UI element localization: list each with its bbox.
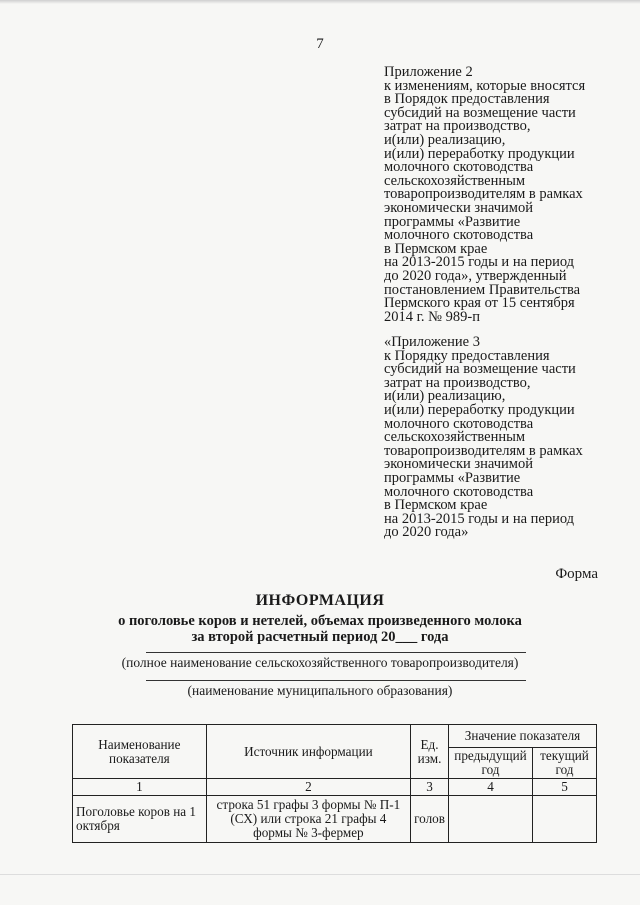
row-previous-year-value[interactable] — [449, 796, 533, 843]
row-indicator-name: Поголовье коров на 1 октября — [73, 796, 207, 843]
document-title: ИНФОРМАЦИЯ — [255, 592, 385, 609]
producer-caption: (полное наименование сельскохозяйственного товаропроизводителя) — [121, 655, 519, 670]
column-number: 1 — [73, 779, 207, 796]
annex-3-header: «Приложение 3 к Порядку предоставления субсидий на возмещение части затрат на производство, и(или) реализацию, и(или) переработку продукции молочного скотоводства сельскохозяйственным товаропроизводителям в рамках экономически значимой программы «Развитие молочного скотоводства в Пермском крае на 2013-2015 годы и на период до 2020 года» — [384, 334, 583, 541]
municipality-name-line — [146, 680, 526, 681]
scan-edge-top — [0, 0, 640, 4]
header-indicator-value: Значение показателя — [449, 725, 597, 748]
column-number: 4 — [449, 779, 533, 796]
page-number: 7 — [316, 36, 324, 52]
table-column-numbers-row — [73, 779, 597, 796]
producer-name-line — [146, 652, 526, 653]
row-current-year-value[interactable] — [533, 796, 597, 843]
table-row — [73, 796, 597, 843]
header-current-year: текущий год — [533, 748, 597, 779]
column-number: 5 — [533, 779, 597, 796]
column-number: 2 — [206, 779, 410, 796]
scan-edge-bottom — [0, 874, 640, 875]
header-info-source: Источник информации — [206, 725, 410, 779]
table-header-row — [73, 725, 597, 748]
info-table — [72, 724, 597, 843]
header-previous-year: предыдущий год — [449, 748, 533, 779]
row-unit: голов — [411, 796, 449, 843]
document-subtitle: о поголовье коров и нетелей, объемах произведенного молока за второй расчетный период 20___ года — [118, 613, 522, 645]
row-info-source: строка 51 графы 3 формы № П-1 (СХ) или строка 21 графы 4 формы № 3-фермер — [206, 796, 410, 843]
form-label: Форма — [555, 566, 598, 582]
municipality-caption: (наименование муниципального образования) — [187, 683, 453, 698]
annex-2-header: Приложение 2 к изменениям, которые вносятся в Порядок предоставления субсидий на возмещение части затрат на производство, и(или) реализацию, и(или) переработку продукции молочного скотоводства сельскохозяйственным товаропроизводителям в рамках экономически значимой программы «Развитие молочного скотоводства в Пермском крае на 2013-2015 годы и на период до 2020 года», утвержденный постановлением Правительства Пермского края от 15 сентября 2014 г. № 989-п — [384, 64, 586, 325]
column-number: 3 — [411, 779, 449, 796]
header-unit: Ед. изм. — [411, 725, 449, 779]
header-indicator-name: Наименование показателя — [73, 725, 207, 779]
